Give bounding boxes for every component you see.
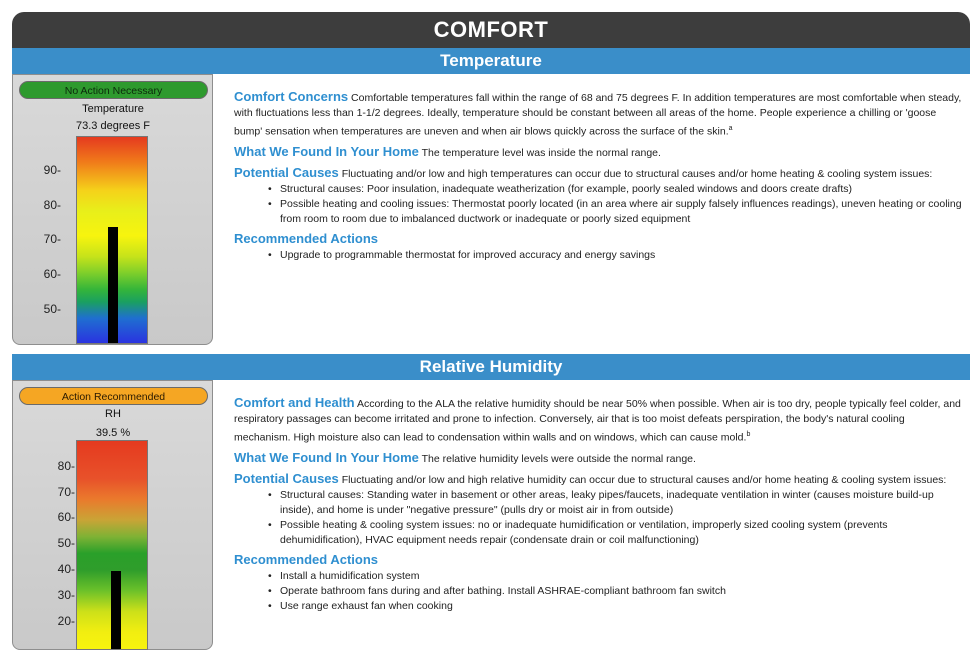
humidity-tick-label: 20- xyxy=(57,614,75,628)
page-title: COMFORT xyxy=(12,12,970,48)
causes-list xyxy=(234,182,964,227)
humidity-content xyxy=(234,395,964,618)
temperature-tick-label: 80- xyxy=(43,198,61,212)
list-item: • Possible heating & cooling system issues: no or inadequate humidification or ventilation, improperly sized cooling system (prevents dehumidification), HVAC equipment needs repair (condensate drain or coil malfunctioning) xyxy=(234,518,964,548)
list-item: • Structural causes: Poor insulation, inadequate weatherization (for example, poorly sealed windows and doors create drafts) xyxy=(234,182,964,197)
humidity-tick-label: 50- xyxy=(57,536,75,550)
footnote-marker: a xyxy=(728,125,733,132)
temperature-status-badge: No Action Necessary xyxy=(19,81,208,99)
found-text: The temperature level was inside the normal range. xyxy=(421,146,661,159)
temperature-tick-label: 60- xyxy=(43,267,61,281)
temperature-gauge-label: Temperature xyxy=(82,103,144,115)
temperature-tick-label: 70- xyxy=(43,232,61,246)
found-heading: What We Found In Your Home xyxy=(234,449,419,465)
found-paragraph xyxy=(234,144,964,161)
list-item: • Install a humidification system xyxy=(234,569,964,584)
actions-heading: Recommended Actions xyxy=(234,230,378,246)
found-text: The relative humidity levels were outside the normal range. xyxy=(421,452,696,465)
comfort-concerns-text: Comfortable temperatures fall within the range of 68 and 75 degrees F. In addition temperatures are most comfortable when steady, with fluctuations less than 1-1/2 degrees. Ideally, temperature should be constant between all areas of the home. People experience a chilling or 'goose bump' sensation when temperatures are uneven and when air blows quickly across the surface of the skin. xyxy=(234,92,962,138)
humidity-status-badge: Action Recommended xyxy=(19,387,208,405)
humidity-gauge-value: 39.5 % xyxy=(95,427,131,439)
comfort-health-heading: Comfort and Health xyxy=(234,395,355,410)
found-heading: What We Found In Your Home xyxy=(234,143,419,159)
list-item: • Possible heating and cooling issues: Thermostat poorly located (in an area where air supply falsely influences readings), uneven heating or cooling from room to room due to imbalanced ductwork or inadequate or poorly sized equipment xyxy=(234,197,964,227)
humidity-gauge-label: RH xyxy=(105,408,121,420)
humidity-tick-label: 60- xyxy=(57,510,75,524)
causes-text: Fluctuating and/or low and high temperatures can occur due to structural causes and/or home heating & cooling system issues: xyxy=(341,167,933,180)
comfort-concerns-paragraph xyxy=(234,89,964,140)
temperature-content xyxy=(234,89,964,267)
humidity-tick-label: 30- xyxy=(57,588,75,602)
causes-list xyxy=(234,488,964,548)
comfort-concerns-heading: Comfort Concerns xyxy=(234,89,349,104)
actions-list xyxy=(234,248,964,263)
causes-paragraph xyxy=(234,471,964,488)
humidity-tick-label: 80- xyxy=(57,459,75,473)
actions-list xyxy=(234,569,964,614)
list-item: • Operate bathroom fans during and after bathing. Install ASHRAE-compliant bathroom fan switch xyxy=(234,584,964,599)
list-item: • Structural causes: Standing water in basement or other areas, leaky pipes/faucets, inadequate ventilation in winter (causes moisture build-up inside), and home is under "negative pressure" (pulls dry or moist air in from outside) xyxy=(234,488,964,518)
humidity-tick-label: 70- xyxy=(57,485,75,499)
causes-heading: Potential Causes xyxy=(234,164,339,180)
footnote-marker: b xyxy=(746,431,751,438)
temperature-level-indicator xyxy=(108,227,118,343)
humidity-gauge-bar xyxy=(76,440,148,650)
temperature-gauge-value: 73.3 degrees F xyxy=(76,120,150,132)
temperature-gauge-card xyxy=(12,74,213,345)
found-paragraph xyxy=(234,450,964,467)
comfort-health-paragraph xyxy=(234,395,964,446)
humidity-level-indicator xyxy=(111,571,121,649)
list-item: • Use range exhaust fan when cooking xyxy=(234,599,964,614)
temperature-tick-label: 90- xyxy=(43,163,61,177)
humidity-tick-label: 40- xyxy=(57,562,75,576)
temperature-tick-label: 50- xyxy=(43,302,61,316)
temperature-section-title: Temperature xyxy=(12,48,970,74)
humidity-gauge-card xyxy=(12,380,213,650)
list-item: • Upgrade to programmable thermostat for improved accuracy and energy savings xyxy=(234,248,964,263)
causes-paragraph xyxy=(234,165,964,182)
temperature-gauge-bar xyxy=(76,136,148,344)
actions-heading: Recommended Actions xyxy=(234,551,378,567)
comfort-health-text: According to the ALA the relative humidity should be near 50% when possible. When air is too dry, people typically feel colder, and respiratory passages can become irritated and prone to infection. Conversely, air that is too moist defeats perspiration, the body's natural cooling mechanism. High moisture also can lead to condensation within walls and on windows, which can cause mold. xyxy=(234,398,961,444)
causes-text: Fluctuating and/or low and high relative humidity can occur due to structural causes and/or home heating & cooling system issues: xyxy=(341,473,947,486)
humidity-section-title: Relative Humidity xyxy=(12,354,970,380)
causes-heading: Potential Causes xyxy=(234,470,339,486)
